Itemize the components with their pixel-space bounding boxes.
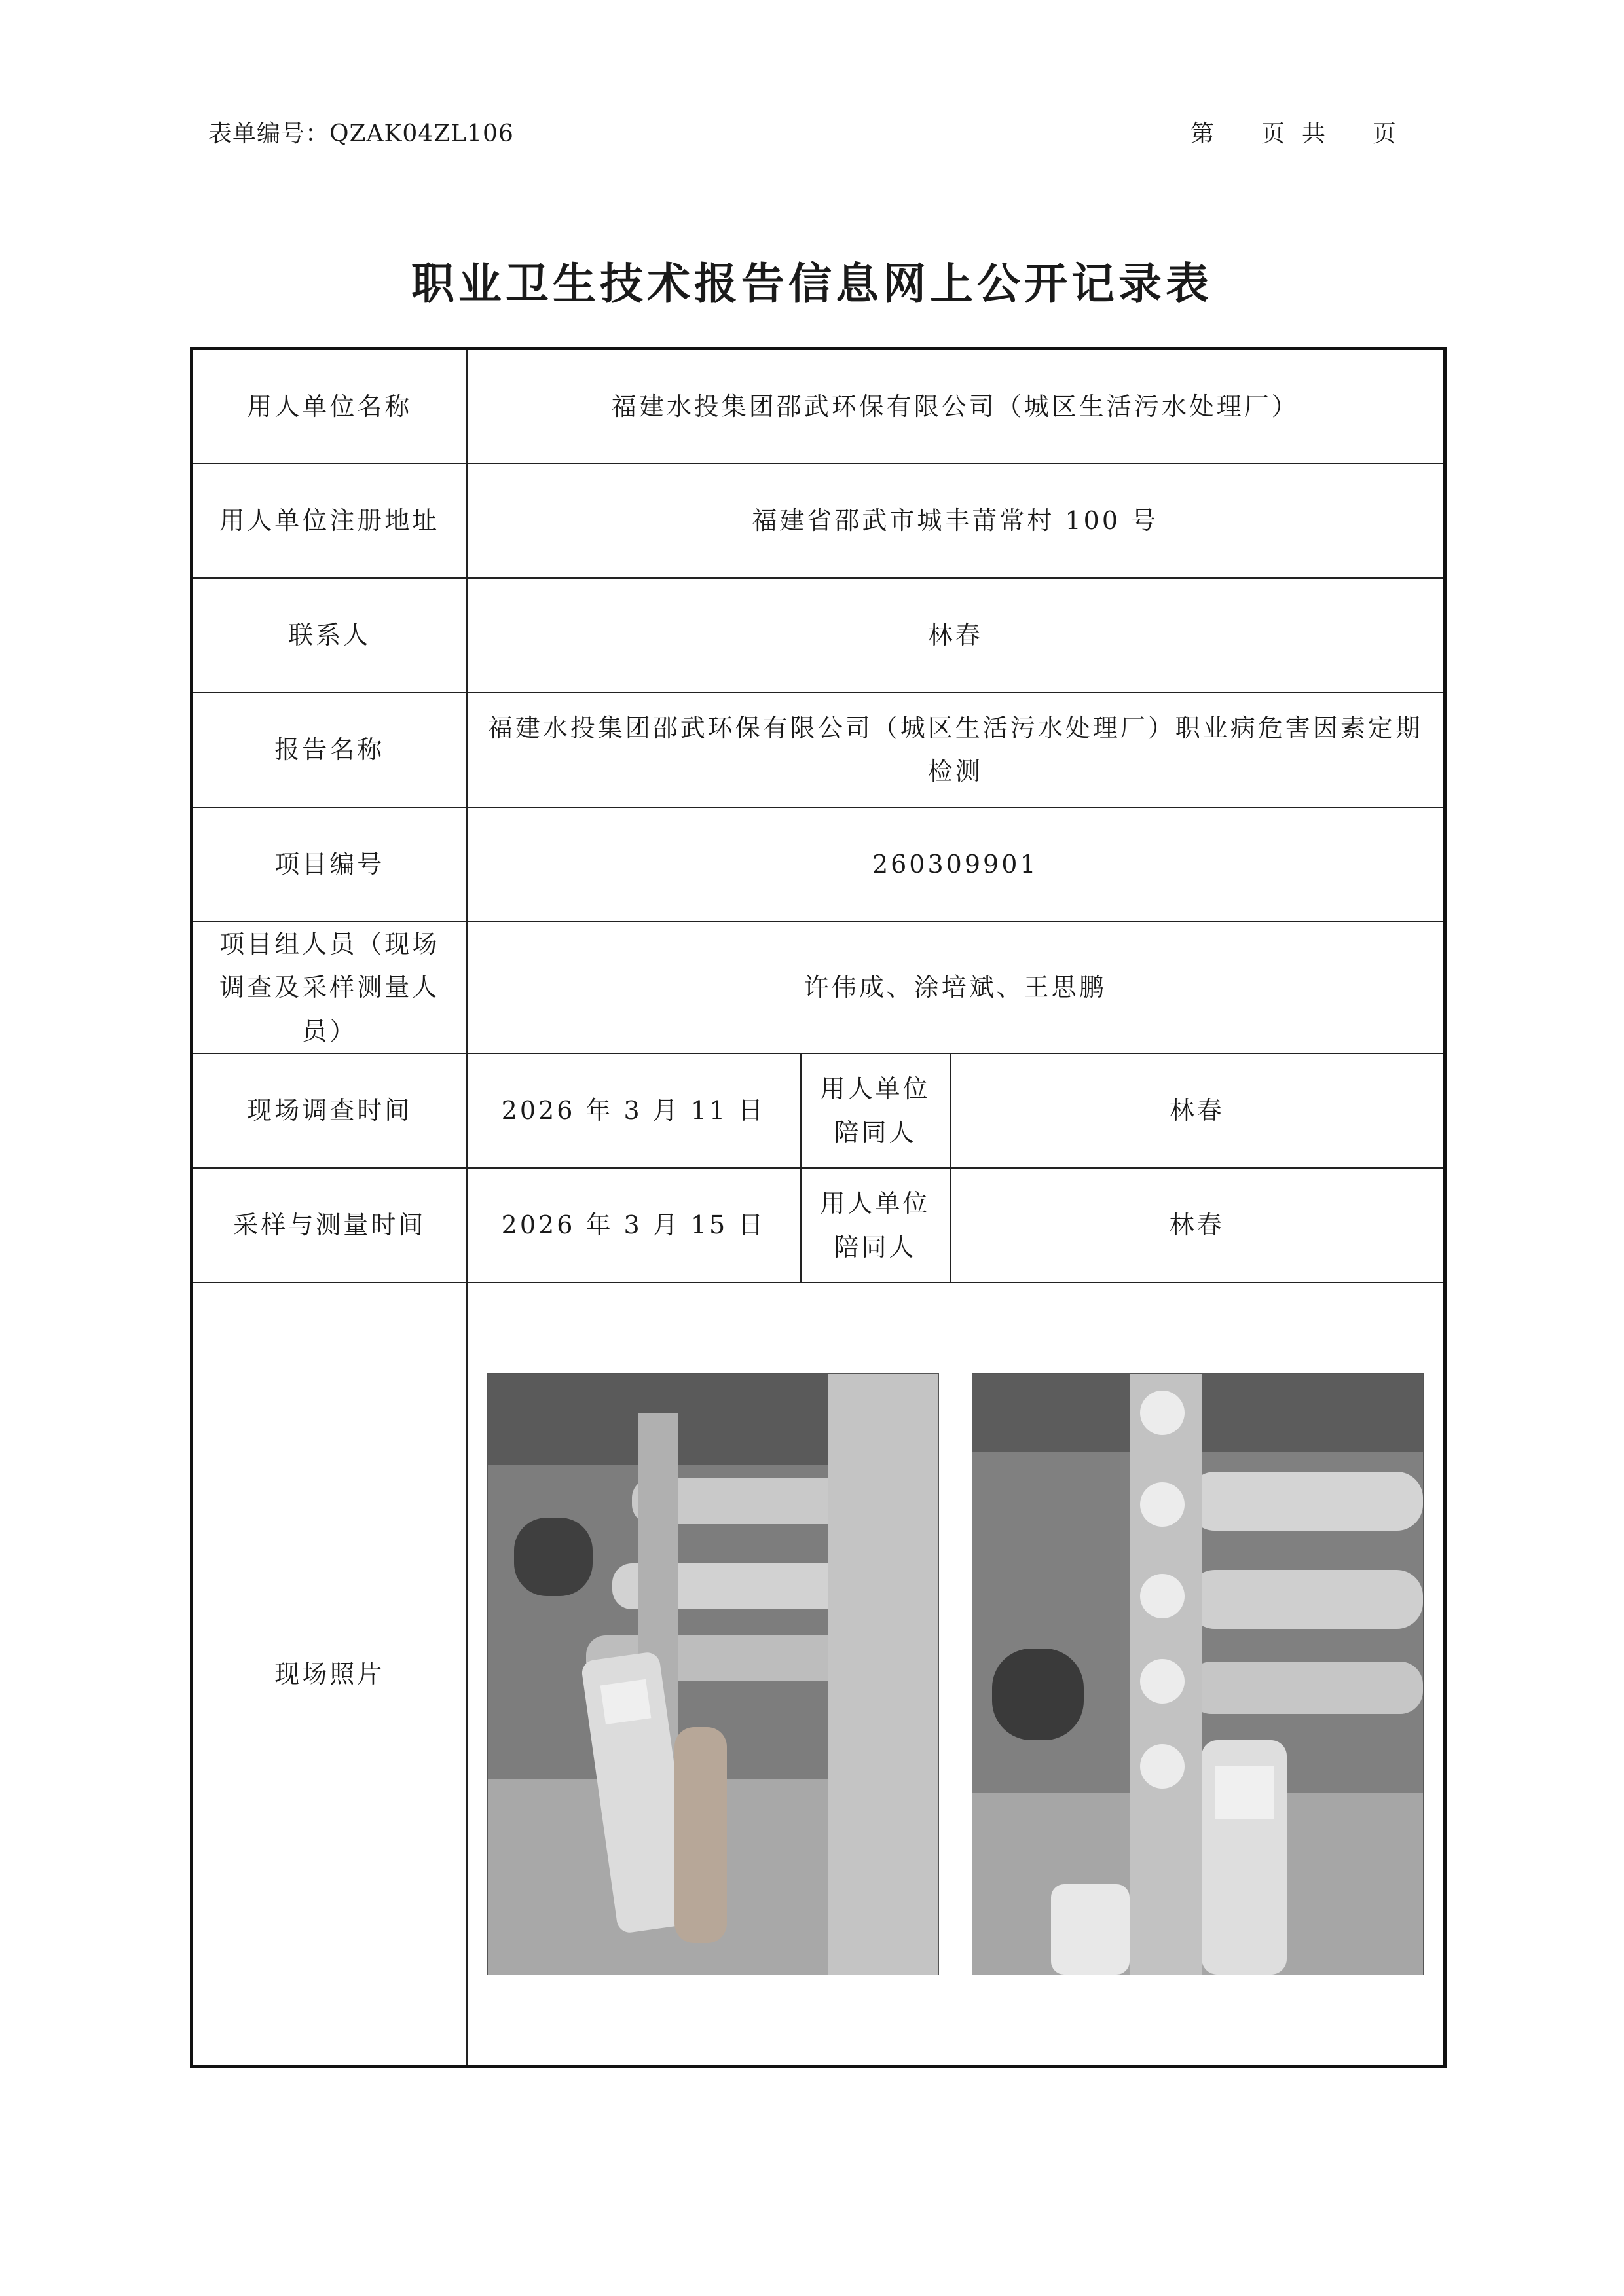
unit-address-value: 福建省邵武市城丰莆常村 100 号 [467, 464, 1445, 578]
team-label: 项目组人员（现场调查及采样测量人员） [192, 922, 467, 1054]
row-site-photos [192, 1283, 1445, 2066]
survey-escort-label: 用人单位陪同人 [801, 1053, 950, 1168]
project-number-value: 260309901 [467, 807, 1445, 922]
row-survey [192, 1053, 1445, 1168]
survey-escort: 林春 [950, 1053, 1445, 1168]
survey-date: 2026 年 3 月 11 日 [467, 1053, 801, 1168]
site-photos-label: 现场照片 [192, 1283, 467, 2066]
page-indicator [1190, 115, 1396, 149]
row-unit-address [192, 464, 1445, 578]
contact-label: 联系人 [192, 578, 467, 693]
row-unit-name [192, 349, 1445, 464]
row-report-name [192, 693, 1445, 807]
survey-time-label: 现场调查时间 [192, 1053, 467, 1168]
form-number: 表单编号：QZAK04ZL106 [208, 120, 514, 147]
document-title: 职业卫生技术报告信息网上公开记录表 [411, 258, 1213, 309]
row-team-members [192, 922, 1445, 1054]
page-label-3: 共 [1302, 120, 1326, 147]
page-label-1: 第 [1190, 120, 1215, 147]
sampling-time-label: 采样与测量时间 [192, 1168, 467, 1283]
site-photo-1 [487, 1373, 939, 1975]
project-number-label: 项目编号 [192, 807, 467, 922]
sampling-escort-label: 用人单位陪同人 [801, 1168, 950, 1283]
report-name-label: 报告名称 [192, 693, 467, 807]
report-name-value: 福建水投集团邵武环保有限公司（城区生活污水处理厂）职业病危害因素定期检测 [467, 693, 1445, 807]
sampling-date: 2026 年 3 月 15 日 [467, 1168, 801, 1283]
page-label-2: 页 [1261, 120, 1285, 147]
team-value: 许伟成、涂培斌、王思鹏 [467, 922, 1445, 1054]
contact-value: 林春 [467, 578, 1445, 693]
row-contact [192, 578, 1445, 693]
site-photos [479, 1373, 1432, 1975]
unit-address-label: 用人单位注册地址 [192, 464, 467, 578]
row-sampling [192, 1168, 1445, 1283]
site-photo-2 [972, 1373, 1424, 1975]
unit-name-label: 用人单位名称 [192, 349, 467, 464]
row-project-number [192, 807, 1445, 922]
sampling-escort: 林春 [950, 1168, 1445, 1283]
record-table [190, 347, 1447, 2068]
unit-name-value: 福建水投集团邵武环保有限公司（城区生活污水处理厂） [467, 349, 1445, 464]
page-label-4: 页 [1373, 120, 1397, 147]
site-photos-cell [467, 1283, 1445, 2066]
